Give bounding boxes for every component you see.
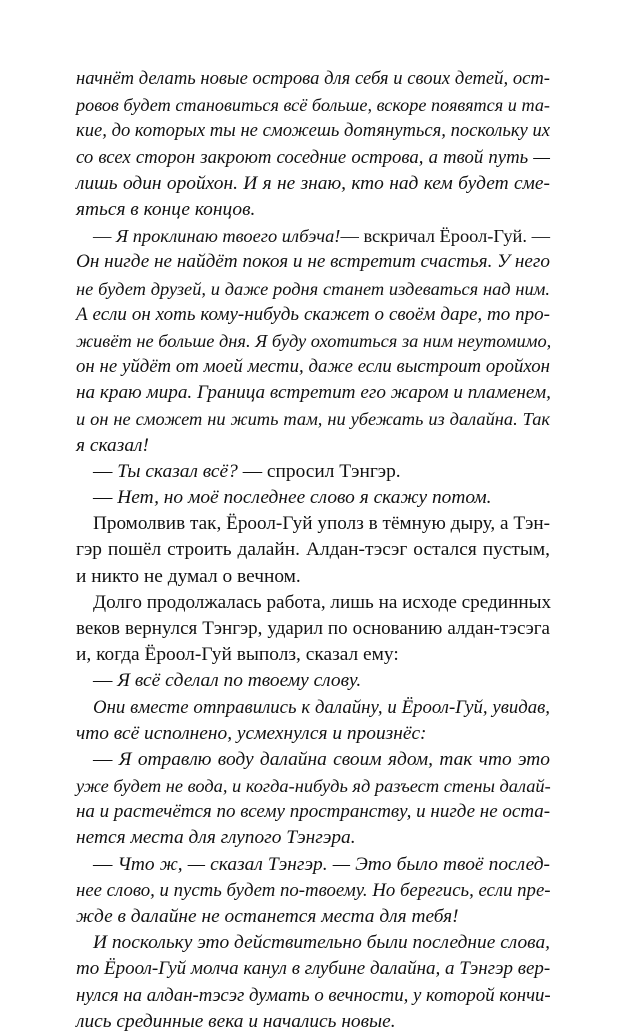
italic-text-span: И поскольку это действительно были последние слова,	[93, 932, 551, 954]
text-line	[76, 983, 550, 1009]
italic-text-span: ровов будет становиться всё больше, вскоре появятся и та-	[76, 95, 550, 116]
roman-text-span: и, когда Ёроол-Гуй выполз, сказал ему:	[76, 644, 399, 666]
roman-text-span: Промолвив так, Ёроол-Гуй уполз в тёмную дыру, а Тэн-	[93, 513, 550, 535]
text-line	[76, 380, 550, 406]
text-line	[76, 511, 550, 537]
text-line	[76, 721, 550, 747]
text-line	[76, 537, 550, 563]
text-line	[76, 668, 550, 694]
text-line	[76, 616, 550, 642]
text-line	[76, 145, 550, 171]
text-line	[76, 747, 550, 773]
italic-text-span: то Ёроол-Гуй молча канул в глубине далайна, а Тэнгэр вер-	[76, 958, 551, 980]
text-line	[76, 92, 550, 118]
text-line	[76, 930, 550, 956]
paragraph	[76, 747, 550, 852]
roman-text-span: —	[93, 670, 118, 692]
text-line	[76, 223, 550, 249]
paragraph	[76, 852, 550, 931]
roman-text-span: Долго продолжалась работа, лишь на исходе срединных	[93, 591, 552, 613]
text-line	[76, 249, 550, 275]
text-line	[76, 433, 550, 459]
italic-text-span: Нет, но моё последнее слово я скажу потом.	[117, 487, 492, 508]
italic-text-span: яться в конце концов.	[76, 198, 256, 220]
italic-text-span: начнёт делать новые острова для себя и своих детей, ост-	[76, 68, 550, 89]
roman-text-span: — вскричал Ёроол-Гуй. —	[340, 226, 550, 247]
paragraph	[76, 590, 550, 669]
roman-text-span: — спросил Тэнгэр.	[237, 460, 401, 482]
italic-text-span: Я отравлю воду далайна своим ядом, так что это	[118, 748, 550, 770]
italic-text-span: на и растечётся по всему пространству, и нигде не оста-	[76, 801, 551, 823]
italic-text-span: Что ж, — сказал Тэнгэр. — Это было твоё послед-	[117, 853, 550, 875]
paragraph	[76, 930, 550, 1035]
text-line	[76, 354, 550, 380]
italic-text-span: он не уйдёт от моей мести, даже если выстроит оройхон	[76, 356, 550, 378]
text-line	[76, 904, 550, 930]
roman-text-span: —	[93, 226, 117, 247]
roman-text-span: —	[93, 487, 118, 508]
paragraph	[76, 459, 550, 485]
paragraph	[76, 695, 550, 747]
paragraph	[76, 511, 550, 590]
italic-text-span: кие, до которых ты не сможешь дотянуться, поскольку их	[76, 120, 550, 142]
italic-text-span: нее слово, и пусть будет по-твоему. Но берегись, если пре-	[76, 879, 551, 901]
roman-text-span: —	[93, 853, 118, 875]
italic-text-span: Ты сказал всё?	[117, 460, 238, 482]
italic-text-span: нется места для глупого Тэнгэра.	[76, 827, 356, 849]
paragraph	[76, 66, 550, 223]
text-line	[76, 825, 550, 851]
book-page-text	[76, 66, 550, 1035]
text-line	[76, 773, 550, 799]
italic-text-span: на краю мира. Граница встретит его жаром и пламенем,	[76, 382, 551, 404]
text-line	[76, 590, 550, 616]
italic-text-span: жде в далайне не останется места для тебя!	[76, 906, 459, 927]
roman-text-span: —	[93, 460, 118, 482]
text-line	[76, 459, 550, 485]
paragraph	[76, 668, 550, 694]
italic-text-span: я сказал!	[76, 434, 149, 456]
italic-text-span: А если он хоть кому-нибудь скажет о своём даре, то про-	[76, 303, 550, 325]
text-line	[76, 118, 550, 144]
text-line	[76, 66, 550, 92]
italic-text-span: Он нигде не найдёт покоя и не встретит счастья. У него	[76, 251, 551, 273]
paragraph	[76, 223, 550, 459]
italic-text-span: со всех сторон закроют соседние острова, а твой путь —	[76, 146, 550, 168]
text-line	[76, 1009, 550, 1035]
italic-text-span: нулся на алдан-тэсэг думать о вечности, у которой кончи-	[76, 984, 551, 1006]
italic-text-span: лишь один оройхон. И я не знаю, кто над кем будет сме-	[76, 172, 550, 194]
italic-text-span: и он не сможет ни жить там, ни убежать из далайна. Так	[76, 409, 550, 430]
text-line	[76, 197, 550, 223]
text-line	[76, 956, 550, 982]
text-line	[76, 799, 550, 825]
text-line	[76, 564, 550, 590]
italic-text-span: лись срединные века и начались новые.	[76, 1010, 396, 1032]
text-line	[76, 302, 550, 328]
italic-text-span: Я всё сделал по твоему слову.	[117, 670, 362, 692]
italic-text-span: что всё исполнено, усмехнулся и произнёс:	[76, 722, 427, 744]
italic-text-span: Они вместе отправились к далайну, и Ёроол-Гуй, увидав,	[93, 696, 550, 718]
paragraph	[76, 485, 550, 511]
italic-text-span: живёт не больше дня. Я буду охотиться за ним неутомимо,	[76, 330, 552, 351]
text-line	[76, 276, 550, 302]
italic-text-span: Я проклинаю твоего илбэча!	[116, 226, 341, 247]
text-line	[76, 406, 550, 432]
roman-text-span: веков вернулся Тэнгэр, ударил по основанию алдан-тэсэга	[76, 617, 550, 639]
text-line	[76, 642, 550, 668]
italic-text-span: не будет друзей, и даже родня станет издеваться над ним.	[76, 278, 550, 299]
text-line	[76, 695, 550, 721]
roman-text-span: —	[93, 748, 119, 770]
text-line	[76, 171, 550, 197]
roman-text-span: и никто не думал о вечном.	[76, 565, 301, 587]
italic-text-span: уже будет не вода, и когда-нибудь яд разъест стены далай-	[76, 776, 551, 797]
text-line	[76, 852, 550, 878]
text-line	[76, 485, 550, 511]
text-line	[76, 878, 550, 904]
roman-text-span: гэр пошёл строить далайн. Алдан-тэсэг остался пустым,	[76, 539, 550, 561]
text-line	[76, 328, 550, 354]
